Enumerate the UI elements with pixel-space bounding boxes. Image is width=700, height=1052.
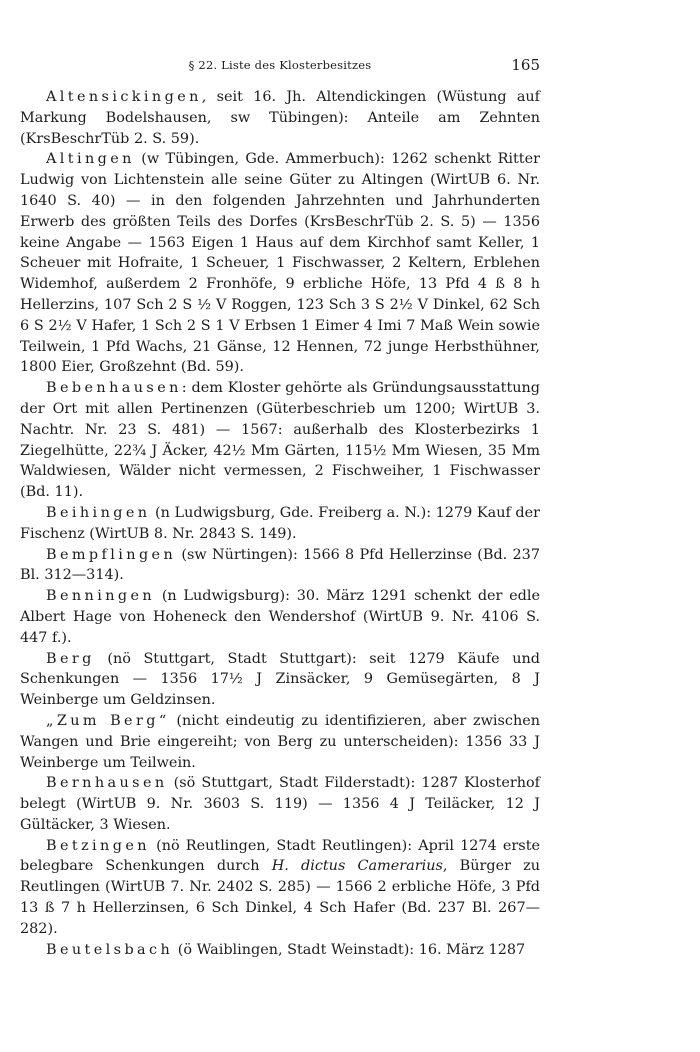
entry-bempflingen bbox=[20, 545, 540, 587]
entry-text: (n Ludwigsburg): 30. März 1291 schenkt der edle Albert Hage von Hoheneck den Wendershof (WirtUB 9. Nr. 4106 S. 447 f.). bbox=[20, 588, 540, 646]
entry-zum-berg bbox=[20, 711, 540, 773]
place-name: Beutelsbach bbox=[46, 941, 174, 958]
entry-text: (n Ludwigsburg, Gde. Freiberg a. N.): 1279 Kauf der Fischenz (WirtUB 8. Nr. 2843 S. 149). bbox=[20, 504, 540, 542]
entry-text: (w Tübingen, Gde. Ammerbuch): 1262 schenkt Ritter Ludwig von Lichtenstein alle seine Güter zu Altingen (WirtUB 6. Nr. 1640 S. 40) — in den folgenden Jahrzehnten und Jahrhunderten Erwerb des größten Teils des Dorfes (KrsBeschrTüb 2. S. 5) — 1356 keine Angabe — 1563 Eigen 1 Haus auf dem Kirchhof samt Keller, 1 Scheuer mit Hofraite, 1 Scheuer, 1 Fischwasser, 2 Keltern, Erblehen Widemhof, außerdem 2 Fronhöfe, 9 erbliche Höfe, 13 Pfd 4 ß 8 h Hellerzins, 107 Sch 2 S ½ V Roggen, 123 Sch 3 S 2½ V Dinkel, 62 Sch 6 S 2½ V Hafer, 1 Sch 2 S 1 V Erbsen 1 Eimer 4 Imi 7 Maß Wein sowie Teilwein, 1 Pfd Wachs, 21 Gänse, 12 Hennen, 72 junge Herbsthühner, 1800 Eier, Großzehnt (Bd. 59). bbox=[20, 151, 540, 376]
entry-text: (sö Stuttgart, Stadt Filderstadt): 1287 Klosterhof belegt (WirtUB 9. Nr. 3603 S. 119) — 1356 4 J Teiläcker, 12 J Gültäcker, 3 Wiesen. bbox=[20, 775, 540, 833]
place-name: Bebenhausen bbox=[46, 380, 182, 397]
body-text bbox=[20, 87, 540, 960]
entry-text: , seit 16. Jh. Altendickingen (Wüstung auf Markung Bodelshausen, sw Tübingen): Anteile am Zehnten (KrsBeschrTüb 2. S. 59). bbox=[20, 89, 540, 147]
italic-person-name: H. dictus Camerarius bbox=[271, 858, 443, 875]
place-name: „Zum Berg“ bbox=[46, 712, 170, 729]
place-name: Altingen bbox=[46, 151, 135, 168]
entry-text: (ö Waiblingen, Stadt Weinstadt): 16. März 1287 bbox=[173, 941, 526, 958]
entry-betzingen bbox=[20, 836, 540, 940]
entry-beihingen bbox=[20, 503, 540, 545]
entry-text: (nö Stuttgart, Stadt Stuttgart): seit 1279 Käufe und Schenkungen — 1356 17½ J Zinsäcker, 9 Gemüsegärten, 8 J Weinberge um Geldzinsen. bbox=[20, 650, 540, 709]
entry-bernhausen bbox=[20, 773, 540, 835]
place-name: Beihingen bbox=[46, 504, 151, 521]
place-name: Betzingen bbox=[46, 837, 150, 854]
entry-altingen bbox=[20, 149, 540, 378]
entry-text: : dem Kloster gehörte als Gründungsausstattung der Ort mit allen Pertinenzen (Güterbeschrieb um 1200; WirtUB 3. Nachtr. Nr. 23 S. 481) — 1567: außerhalb des Klosterbezirks 1 Ziegelhütte, 22¾ J Äcker, 42½ Mm Gärten, 115½ Mm Wiesen, 35 Mm Waldwiesen, Wälder nicht vermessen, 2 Fischweiher, 1 Fischwasser (Bd. 11). bbox=[20, 380, 540, 501]
place-name: Berg bbox=[46, 650, 95, 667]
entry-altensickingen bbox=[20, 87, 540, 149]
entry-benningen bbox=[20, 586, 540, 648]
running-title: § 22. Liste des Klosterbesitzes bbox=[188, 58, 372, 72]
entry-text: (sw Nürtingen): 1566 8 Pfd Hellerzinse (Bd. 237 Bl. 312—314). bbox=[20, 546, 540, 584]
place-name: Benningen bbox=[46, 588, 156, 605]
place-name: Altensickingen bbox=[46, 89, 202, 105]
entry-text-after: , Bürger zu Reutlingen (WirtUB 7. Nr. 2402 S. 285) — 1566 2 erbliche Höfe, 3 Pfd 13 ß 7 h Hellerzinsen, 6 Sch Dinkel, 4 Sch Hafer (Bd. 237 Bl. 267—282). bbox=[20, 858, 540, 937]
entry-bebenhausen bbox=[20, 378, 540, 503]
entry-beutelsbach bbox=[20, 940, 540, 961]
page-number: 165 bbox=[511, 56, 540, 74]
place-name: Bernhausen bbox=[46, 775, 168, 792]
entry-berg bbox=[20, 649, 540, 711]
entry-text: (nicht eindeutig zu identifizieren, aber zwischen Wangen und Brie eingereiht; von Berg zu unterscheiden): 1356 33 J Weinberge um Teilwein. bbox=[20, 712, 540, 771]
place-name: Bempflingen bbox=[46, 546, 177, 563]
page-header bbox=[20, 56, 540, 78]
entry-text-before: (nö Reutlingen, Stadt Reutlingen): April 1274 erste belegbare Schenkungen durch bbox=[20, 837, 540, 875]
